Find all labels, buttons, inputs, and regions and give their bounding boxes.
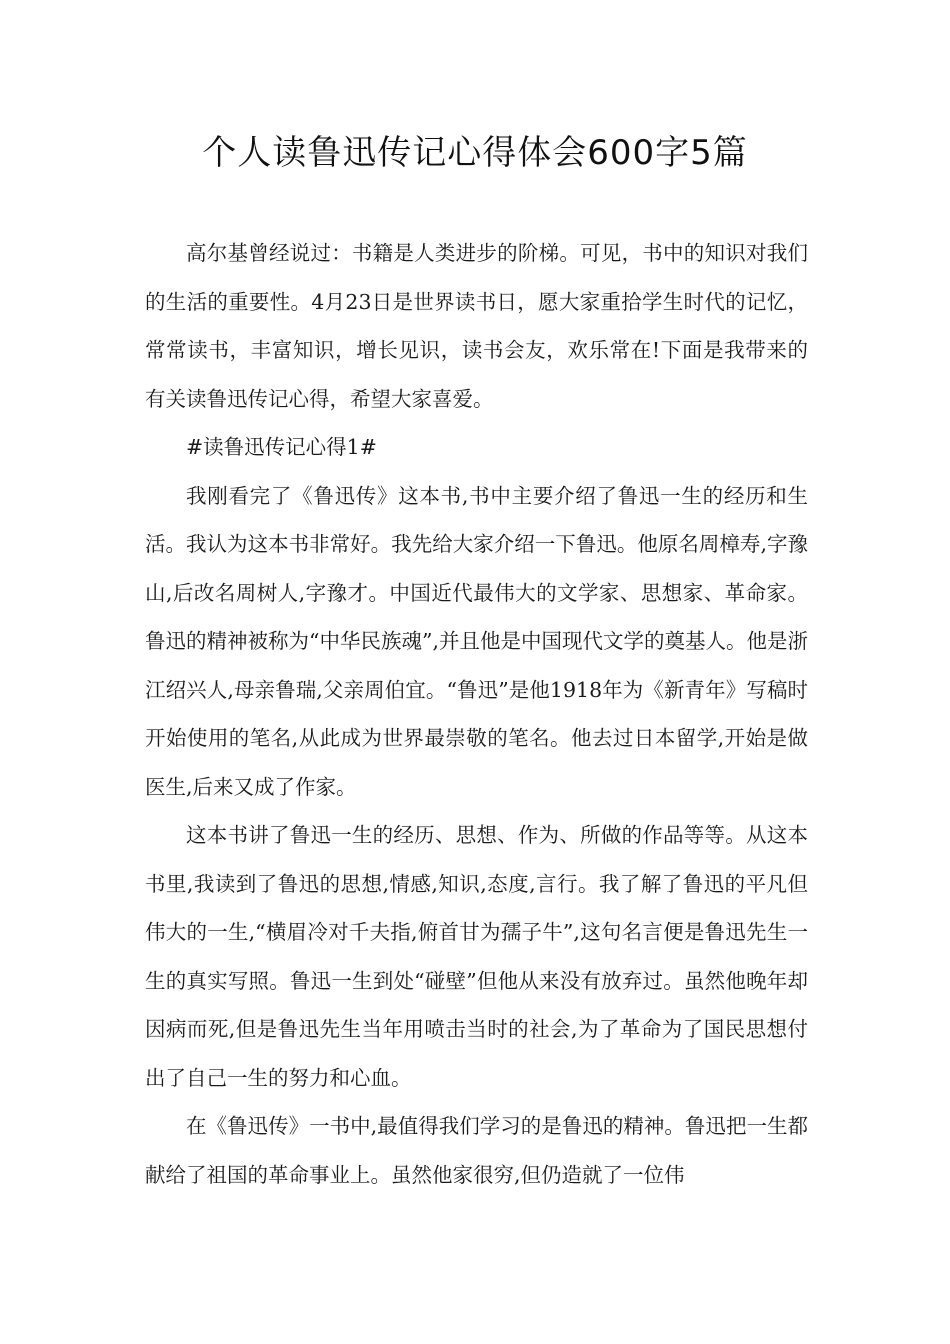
- section-heading: #读鲁迅传记心得1#: [186, 435, 377, 459]
- body-paragraph-3: 在《鲁迅传》一书中,最值得我们学习的是鲁迅的精神。鲁迅把一生都献给了祖国的革命事业上。虽然他家很穷,但仍造就了一位伟: [145, 1114, 808, 1187]
- intro-paragraph: 高尔基曾经说过：书籍是人类进步的阶梯。可见，书中的知识对我们的生活的重要性。4月23日是世界读书日，愿大家重拾学生时代的记忆，常常读书，丰富知识，增长见识，读书会友，欢乐常在!下面是我带来的有关读鲁迅传记心得，希望大家喜爱。: [145, 241, 808, 411]
- body-paragraph-2: 这本书讲了鲁迅一生的经历、思想、作为、所做的作品等等。从这本书里,我读到了鲁迅的思想,情感,知识,态度,言行。我了解了鲁迅的平凡但伟大的一生,“横眉冷对千夫指,俯首甘为孺子牛”,这句名言便是鲁迅先生一生的真实写照。鲁迅一生到处“碰壁”但他从来没有放弃过。虽然他晚年却因病而死,但是鲁迅先生当年用喷击当时的社会,为了革命为了国民思想付出了自己一生的努力和心血。: [145, 823, 808, 1090]
- body-paragraph-1: 我刚看完了《鲁迅传》这本书,书中主要介绍了鲁迅一生的经历和生活。我认为这本书非常好。我先给大家介绍一下鲁迅。他原名周樟寿,字豫山,后改名周树人,字豫才。中国近代最伟大的文学家、思想家、革命家。鲁迅的精神被称为“中华民族魂”,并且他是中国现代文学的奠基人。他是浙江绍兴人,母亲鲁瑞,父亲周伯宜。“鲁迅”是他1918年为《新青年》写稿时开始使用的笔名,从此成为世界最崇敬的笔名。他去过日本留学,开始是做医生,后来又成了作家。: [145, 483, 808, 799]
- document-body: [145, 229, 808, 1199]
- page-title: 个人读鲁迅传记心得体会600字5篇: [202, 133, 748, 173]
